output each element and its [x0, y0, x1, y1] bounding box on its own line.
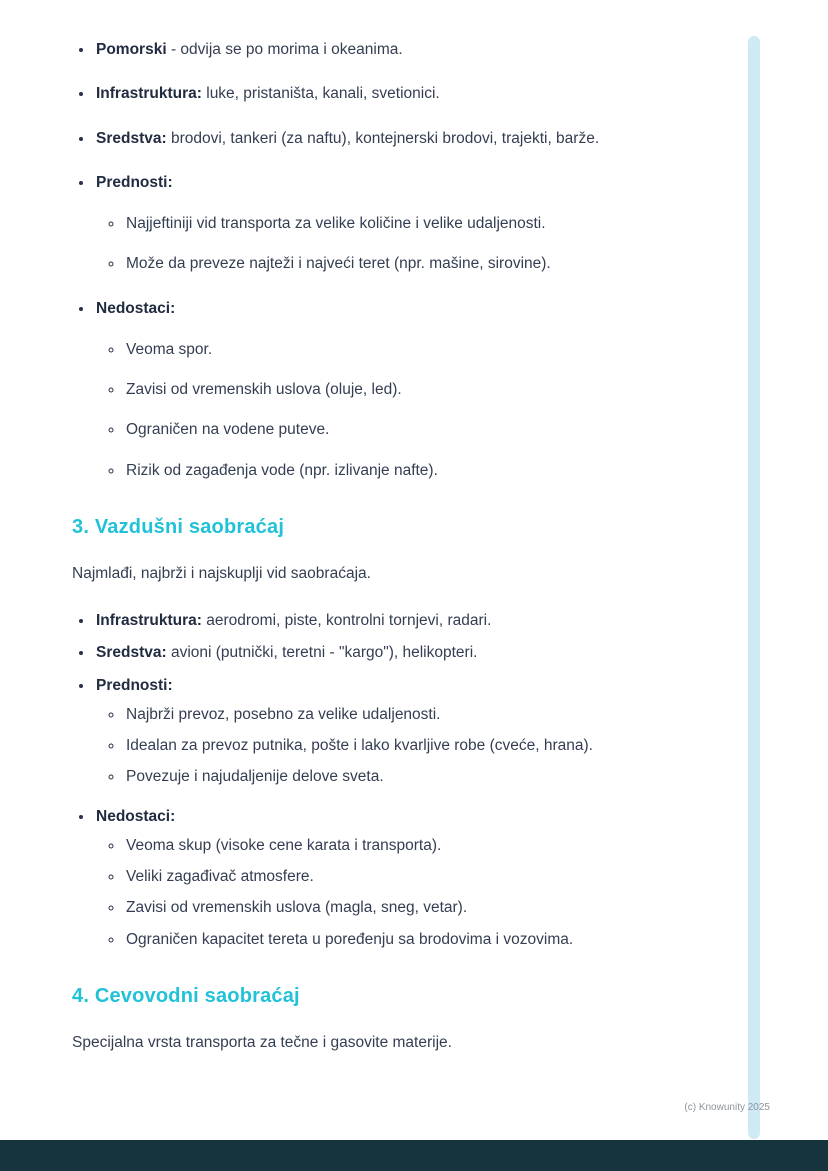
sub-list-item — [124, 834, 696, 857]
item-text: - odvija se po morima i okeanima. — [166, 41, 403, 58]
page-content — [72, 38, 696, 1078]
sub-list-item — [124, 928, 696, 951]
sub-list-item — [124, 212, 696, 235]
list-item — [94, 805, 696, 951]
term-label: Pomorski — [96, 41, 167, 58]
sub-list-item — [124, 703, 696, 726]
term-label: Nedostaci: — [96, 299, 176, 317]
item-text: Rizik od zagađenja vode (npr. izlivanje nafte). — [126, 461, 438, 479]
sub-list-item — [124, 378, 696, 401]
item-text: brodovi, tankeri (za naftu), kontejnerski brodovi, trajekti, barže. — [166, 129, 600, 147]
item-text: avioni (putnički, teretni - "kargo"), helikopteri. — [166, 644, 478, 662]
air-intro-text: Najmlađi, najbrži i najskuplji vid saobraćaja. — [72, 564, 371, 582]
sub-list-item — [124, 865, 696, 888]
item-text: Ograničen na vodene puteve. — [126, 421, 330, 439]
sub-list-item — [124, 765, 696, 788]
list-item — [94, 609, 696, 632]
list-item — [94, 127, 696, 150]
term-label: Infrastruktura: — [96, 612, 202, 629]
item-text: Zavisi od vremenskih uslova (magla, sneg, vetar). — [126, 899, 468, 917]
heading-pipeline-transport: 4. Cevovodni saobraćaj — [72, 984, 300, 1007]
item-text: Najbrži prevoz, posebno za velike udaljenosti. — [126, 705, 441, 723]
item-text: Veoma spor. — [126, 340, 213, 358]
sub-list-item — [124, 338, 696, 361]
item-text: Povezuje i najudaljenije delove sveta. — [126, 768, 384, 786]
item-text: luke, pristaništa, kanali, svetionici. — [201, 85, 440, 103]
air-list — [72, 609, 696, 951]
term-label: Sredstva: — [96, 644, 167, 662]
item-text: Veliki zagađivač atmosfere. — [126, 868, 314, 885]
list-item — [94, 641, 696, 664]
list-item — [94, 674, 696, 789]
item-text: Ograničen kapacitet tereta u poređenju sa brodovima i vozovima. — [126, 930, 574, 948]
list-item — [94, 297, 696, 482]
page-edge-strip — [748, 36, 760, 1139]
footer-credit: (c) Knowunity 2025 — [684, 1102, 770, 1113]
heading-air-transport: 3. Vazdušni saobraćaj — [72, 515, 285, 538]
sub-list-item — [124, 459, 696, 482]
air-prednosti-sublist — [96, 703, 696, 789]
pipeline-intro-text: Specijalna vrsta transporta za tečne i gasovite materije. — [72, 1033, 452, 1051]
maritime-list — [72, 38, 696, 482]
sub-list-item — [124, 896, 696, 919]
item-text: Idealan za prevoz putnika, pošte i lako kvarljive robe (cveće, hrana). — [126, 737, 593, 754]
bottom-bar — [0, 1140, 828, 1171]
maritime-prednosti-sublist — [96, 212, 696, 276]
term-label: Prednosti: — [96, 173, 173, 191]
sub-list-item — [124, 734, 696, 757]
term-label: Infrastruktura: — [96, 85, 202, 103]
item-text: Veoma skup (visoke cene karata i transporta). — [126, 836, 442, 854]
item-text: Može da preveze najteži i najveći teret (npr. mašine, sirovine). — [126, 255, 551, 273]
term-label: Nedostaci: — [96, 807, 176, 825]
maritime-nedostaci-sublist — [96, 338, 696, 482]
sub-list-item — [124, 418, 696, 441]
item-text: aerodromi, piste, kontrolni tornjevi, radari. — [201, 612, 492, 629]
sub-list-item — [124, 252, 696, 275]
item-text: Najjeftiniji vid transporta za velike količine i velike udaljenosti. — [126, 215, 546, 232]
term-label: Sredstva: — [96, 129, 167, 147]
air-nedostaci-sublist — [96, 834, 696, 951]
item-text: Zavisi od vremenskih uslova (oluje, led). — [126, 381, 402, 398]
list-item — [94, 38, 696, 61]
term-label: Prednosti: — [96, 676, 173, 694]
list-item — [94, 171, 696, 276]
list-item — [94, 82, 696, 105]
